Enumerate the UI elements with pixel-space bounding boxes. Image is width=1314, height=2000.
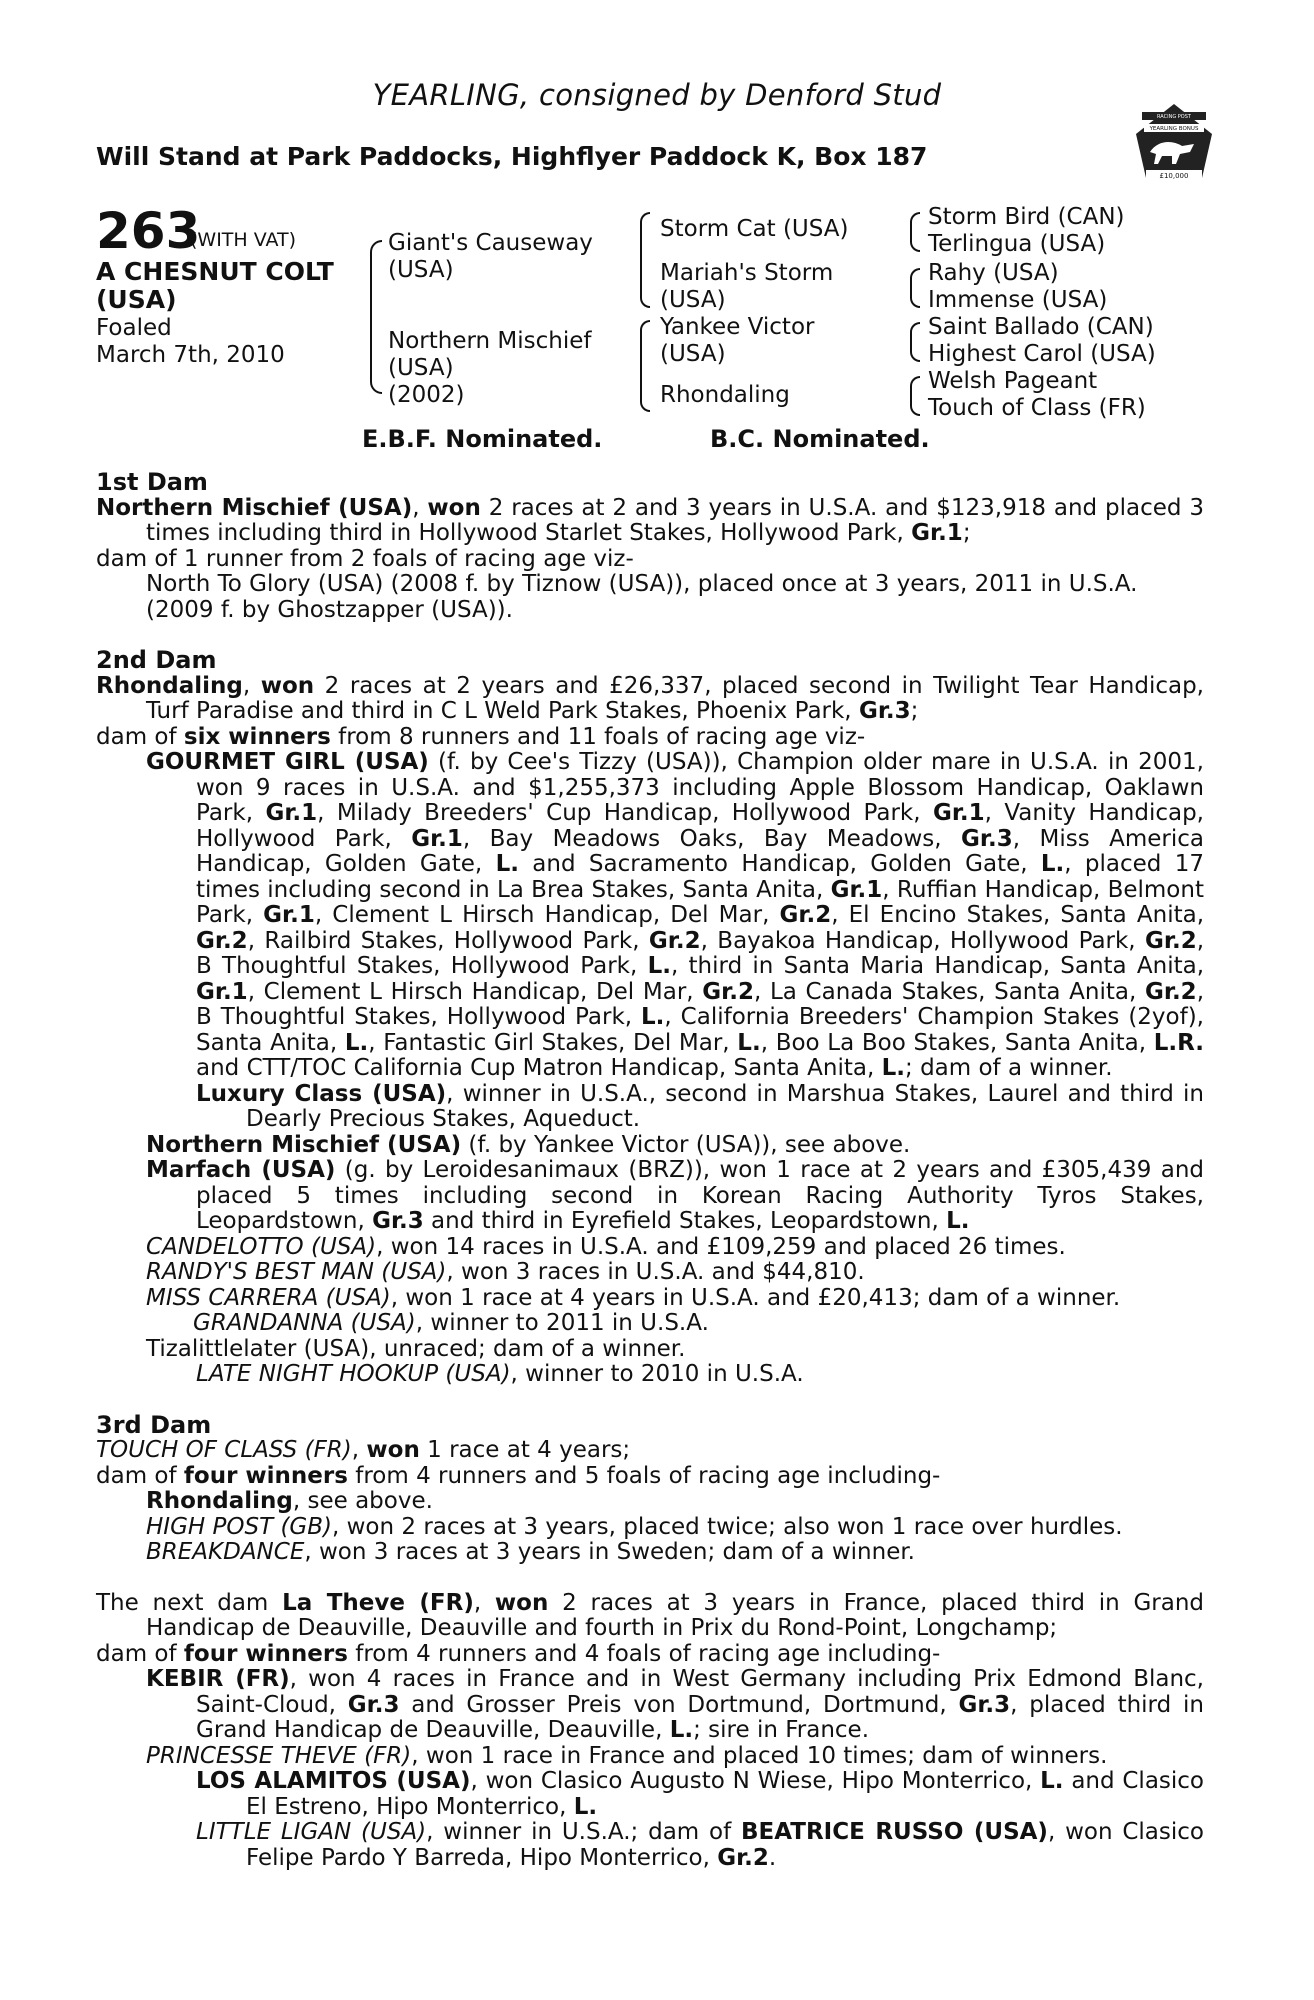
bold-run: L. — [737, 1029, 761, 1056]
bold-run: L. — [1040, 851, 1065, 877]
text-run: , Fantastic Girl Stakes, Del Mar, — [368, 1029, 738, 1056]
bold-run: Gr.1 — [265, 800, 318, 826]
text-run: , — [412, 494, 428, 521]
ped-sire-dam — [660, 260, 833, 314]
text-run: , Clement L Hirsch Handicap, Del Mar, — [314, 902, 780, 928]
bold-run: Gr.1 — [411, 825, 463, 852]
produce-record — [96, 470, 1204, 1871]
bold-run: four winners — [183, 1462, 348, 1489]
second-dam-line — [96, 1082, 1204, 1133]
brace-g4 — [910, 376, 920, 416]
italic-run: LITTLE LIGAN (USA) — [196, 1819, 427, 1845]
bold-run: Luxury Class (USA) — [196, 1080, 447, 1107]
bold-run: L. — [344, 1029, 369, 1056]
second-dam-line — [96, 1133, 1204, 1159]
text-run: , Ruffian Handicap, Belmont Park, — [196, 876, 1204, 928]
foaled-info — [96, 315, 285, 369]
brace-sire-line — [640, 212, 650, 308]
text-run: , won 2 races at 3 years, placed twice; also won 1 race over hurdles. — [332, 1513, 1123, 1540]
bold-run: BEATRICE RUSSO (USA) — [741, 1819, 1048, 1845]
text-run: , won Clasico Felipe Pardo Y Barreda, Hipo Monterrico, — [246, 1819, 1204, 1871]
ped-dam-line-2: (USA) — [388, 355, 454, 381]
text-run: , — [473, 1589, 495, 1616]
text-run: , — [242, 672, 261, 699]
bold-run: Gr.2 — [717, 1844, 769, 1871]
text-run: , third in Santa Maria Handicap, Santa Anita, — [670, 953, 1205, 979]
ped-dam-line-3: (2002) — [388, 382, 465, 408]
text-run: 2 races at 2 years and £26,337, placed second in Twilight Tear Handicap, Turf Paradise and third in C L Weld Park Stakes, Phoenix Park, — [146, 672, 1204, 724]
ped-sire-dam-line-1: Mariah's Storm — [660, 260, 834, 286]
text-run: , B Thoughtful Stakes, Hollywood Park, — [196, 927, 1205, 979]
text-run: ; dam of a winner. — [905, 1055, 1113, 1081]
second-dam-line — [96, 725, 1204, 751]
bold-run: Rhondaling — [96, 672, 243, 699]
bold-run: Gr.1 — [830, 876, 883, 903]
italic-run: PRINCESSE THEVE (FR) — [146, 1742, 412, 1769]
ped-dam-sire-line-1: Yankee Victor — [660, 314, 815, 340]
bold-run: L. — [946, 1208, 970, 1234]
next-dam-line — [96, 1769, 1204, 1820]
text-run: , California Breeders' Champion Stakes (2yof), Santa Anita, — [196, 1004, 1204, 1056]
vat-note: (WITH VAT) — [190, 229, 297, 251]
text-run: , won 1 race at 4 years in U.S.A. and £20,413; dam of a winner. — [390, 1284, 1121, 1311]
badge-line-3: £10,000 — [1159, 172, 1189, 180]
italic-run: GRANDANNA (USA) — [193, 1310, 416, 1336]
ped-dam-sire-line-2: (USA) — [660, 341, 726, 367]
text-run: , Clement L Hirsch Handicap, Del Mar, — [247, 978, 703, 1005]
text-run: , Railbird Stakes, Hollywood Park, — [247, 927, 649, 954]
bc-nominated: B.C. Nominated. — [710, 425, 930, 453]
second-dam-line — [96, 674, 1204, 725]
bold-run: six winners — [183, 723, 331, 750]
bold-run: Gr.3 — [961, 825, 1013, 852]
text-run: , placed third in Grand Handicap de Deauville, Deauville, — [196, 1691, 1204, 1743]
bold-run: L.R. — [1153, 1029, 1204, 1056]
bold-run: Gr.2 — [702, 978, 754, 1005]
text-run: , won 1 race in France and placed 10 times; dam of winners. — [411, 1742, 1108, 1769]
text-run: North To Glory (USA) (2008 f. by Tiznow (USA)), placed once at 3 years, 2011 in U.S.A. — [146, 571, 1138, 597]
text-run: , Miss America Handicap, Golden Gate, — [196, 825, 1204, 877]
text-run: , La Canada Stakes, Santa Anita, — [753, 978, 1145, 1005]
text-run: , B Thoughtful Stakes, Hollywood Park, — [196, 978, 1204, 1030]
bold-run: GOURMET GIRL (USA) — [146, 749, 429, 775]
bold-run: won — [260, 672, 315, 699]
text-run: , won 4 races in France and in West Germany including Prix Edmond Blanc, Saint-Cloud, — [196, 1666, 1204, 1718]
bold-run: Rhondaling — [146, 1488, 293, 1514]
badge-line-1: RACING POST — [1157, 114, 1191, 120]
text-run: , winner to 2011 in U.S.A. — [415, 1310, 709, 1336]
italic-run: BREAKDANCE — [146, 1539, 305, 1565]
lot-name-line-1: A CHESNUT COLT — [96, 257, 334, 286]
ped-g5: Saint Ballado (CAN) — [928, 314, 1154, 340]
text-run: ; — [910, 698, 919, 724]
text-run: , Bayakoa Handicap, Hollywood Park, — [700, 927, 1146, 954]
badge-line-2: YEARLING BONUS — [1149, 126, 1199, 132]
text-run: and Sacramento Handicap, Golden Gate, — [518, 851, 1041, 877]
first-dam-heading: 1st Dam — [96, 468, 208, 496]
text-run: (g. by Leroidesanimaux (BRZ)), won 1 race at 2 years and £305,439 and placed 5 times including second in Korean Racing Authority Tyros Stakes, Leopardstown, — [196, 1157, 1205, 1234]
bold-run: Gr.2 — [648, 927, 701, 954]
text-run: , Boo La Boo Stakes, Santa Anita, — [760, 1029, 1154, 1056]
brace-dam-line — [640, 320, 650, 412]
second-dam-heading: 2nd Dam — [96, 646, 217, 674]
text-run: , Vanity Handicap, Hollywood Park, — [196, 800, 1204, 852]
brace-g2 — [910, 268, 920, 308]
bold-run: Gr.2 — [1145, 927, 1197, 954]
text-run: ; sire in France. — [693, 1717, 870, 1743]
text-run: 2 races at 2 and 3 years in U.S.A. and $123,918 and placed 3 times including third in Hollywood Starlet Stakes, Hollywood Park, — [146, 494, 1204, 546]
foaled-date: March 7th, 2010 — [96, 342, 285, 368]
brace-parents — [370, 240, 382, 394]
ped-sire — [388, 230, 593, 284]
text-run: 1 race at 4 years; — [419, 1437, 631, 1463]
lot-name-line-2: (USA) — [96, 285, 177, 314]
text-run: dam of — [96, 1640, 184, 1667]
text-run: , winner in U.S.A.; dam of — [426, 1819, 742, 1845]
ped-g8: Touch of Class (FR) — [928, 395, 1146, 421]
foaled-label: Foaled — [96, 315, 172, 341]
bold-run: L. — [641, 1004, 665, 1030]
third-dam-line — [96, 1489, 1204, 1515]
third-dam-line — [96, 1515, 1204, 1541]
brace-g1 — [910, 212, 920, 252]
second-dam-line — [96, 1235, 1204, 1261]
ped-g4: Immense (USA) — [928, 287, 1108, 313]
ped-g2: Terlingua (USA) — [928, 231, 1106, 257]
yearling-bonus-logo — [1132, 100, 1216, 188]
second-dam-line — [96, 1362, 1204, 1388]
text-run: and CTT/TOC California Cup Matron Handicap, Santa Anita, — [196, 1055, 882, 1081]
text-run: and Clasico El Estreno, Hipo Monterrico, — [246, 1768, 1205, 1820]
first-dam-line — [96, 572, 1204, 598]
text-run: and third in Eyrefield Stakes, Leopardstown, — [423, 1208, 947, 1234]
bold-run: Gr.3 — [858, 698, 911, 724]
ped-sire-sire: Storm Cat (USA) — [660, 216, 849, 242]
first-dam-line — [96, 496, 1204, 547]
next-dam-line — [96, 1642, 1204, 1668]
bold-run: LOS ALAMITOS (USA) — [196, 1768, 471, 1794]
text-run: The next dam — [96, 1589, 283, 1616]
bold-run: L. — [1040, 1768, 1064, 1794]
text-run: from 4 runners and 5 foals of racing age including- — [347, 1462, 941, 1489]
text-run: dam of — [96, 1462, 184, 1489]
italic-run: TOUCH OF CLASS (FR) — [96, 1437, 352, 1463]
bold-run: Gr.3 — [372, 1208, 424, 1234]
text-run: , Bay Meadows Oaks, Bay Meadows, — [462, 825, 962, 852]
text-run: 2 races at 3 years in France, placed third in Grand Handicap de Deauville, Deauville and fourth in Prix du Rond-Point, Longchamp; — [146, 1589, 1204, 1641]
ped-g3: Rahy (USA) — [928, 260, 1059, 286]
ped-sire-line-1: Giant's Causeway — [388, 230, 593, 256]
text-run: and Grosser Preis von Dortmund, Dortmund, — [399, 1691, 959, 1718]
text-run: ; — [962, 520, 971, 546]
italic-run: MISS CARRERA (USA) — [146, 1284, 391, 1311]
bold-run: won — [427, 494, 481, 521]
bold-run: L. — [881, 1055, 906, 1081]
text-run: , won 14 races in U.S.A. and £109,259 and placed 26 times. — [376, 1233, 1066, 1260]
ped-dam — [388, 328, 592, 409]
text-run: . — [768, 1844, 777, 1871]
ped-dam-dam: Rhondaling — [660, 382, 790, 408]
second-dam-line — [96, 750, 1204, 1082]
stand-location: Will Stand at Park Paddocks, Highflyer Paddock K, Box 187 — [96, 142, 928, 171]
ebf-nominated: E.B.F. Nominated. — [362, 425, 603, 453]
ped-g7: Welsh Pageant — [928, 368, 1098, 394]
text-run: , won 3 races in U.S.A. and $44,810. — [446, 1259, 865, 1285]
consignment-line: YEARLING, consigned by Denford Stud — [372, 78, 942, 112]
next-dam-line — [96, 1591, 1204, 1642]
first-dam-line — [96, 598, 1204, 624]
bold-run: Marfach (USA) — [146, 1157, 336, 1183]
bold-run: L. — [495, 851, 519, 877]
bold-run: L. — [573, 1793, 598, 1820]
text-run: , winner to 2010 in U.S.A. — [510, 1361, 804, 1387]
bold-run: L. — [647, 953, 671, 979]
bold-run: won — [494, 1589, 549, 1616]
bold-run: Gr.1 — [263, 902, 315, 928]
second-dam-line — [96, 1311, 1204, 1337]
text-run: (f. by Yankee Victor (USA)), see above. — [461, 1131, 911, 1158]
text-run: , El Encino Stakes, Santa Anita, — [831, 902, 1205, 928]
bold-run: Gr.1 — [911, 520, 963, 546]
lot-number: 263 — [96, 202, 201, 260]
bold-run: Gr.1 — [196, 978, 248, 1005]
first-dam-line — [96, 547, 1204, 573]
next-dam-line — [96, 1744, 1204, 1770]
ped-dam-sire — [660, 314, 814, 368]
bold-run: Northern Mischief (USA) — [146, 1131, 462, 1158]
italic-run: CANDELOTTO (USA) — [146, 1233, 377, 1260]
ped-sire-dam-line-2: (USA) — [660, 287, 726, 313]
text-run: , placed 17 times including second in La Brea Stakes, Santa Anita, — [196, 851, 1204, 903]
bold-run: Gr.2 — [1145, 978, 1197, 1005]
ped-sire-line-2: (USA) — [388, 257, 454, 283]
bold-run: L. — [669, 1717, 694, 1743]
text-run: , see above. — [292, 1488, 433, 1514]
third-dam-line — [96, 1540, 1204, 1566]
bold-run: Gr.2 — [196, 927, 248, 954]
text-run: from 8 runners and 11 foals of racing age viz- — [330, 723, 866, 750]
text-run: , — [351, 1437, 367, 1463]
italic-run: RANDY'S BEST MAN (USA) — [146, 1259, 447, 1285]
second-dam-line — [96, 1260, 1204, 1286]
third-dam-line — [96, 1464, 1204, 1490]
text-run: from 4 runners and 4 foals of racing age including- — [347, 1640, 941, 1667]
bold-run: won — [366, 1437, 420, 1463]
text-run: , won Clasico Augusto N Wiese, Hipo Monterrico, — [470, 1768, 1041, 1794]
bold-run: Gr.2 — [779, 902, 832, 928]
third-dam-heading: 3rd Dam — [96, 1410, 212, 1439]
next-dam-line — [96, 1667, 1204, 1744]
second-dam-line — [96, 1158, 1204, 1235]
text-run: dam of — [96, 723, 184, 750]
brace-g3 — [910, 322, 920, 362]
ped-g6: Highest Carol (USA) — [928, 341, 1156, 367]
text-run: (2009 f. by Ghostzapper (USA)). — [146, 596, 513, 623]
italic-run: HIGH POST (GB) — [146, 1513, 332, 1540]
text-run: , winner in U.S.A., second in Marshua Stakes, Laurel and third in Dearly Precious Stakes, Aqueduct. — [246, 1080, 1204, 1132]
bold-run: Gr.3 — [958, 1691, 1011, 1718]
second-dam-line — [96, 1337, 1204, 1363]
ped-g1: Storm Bird (CAN) — [928, 204, 1125, 230]
lot-description — [96, 258, 334, 314]
bold-run: Gr.3 — [347, 1691, 400, 1718]
bold-run: Northern Mischief (USA) — [96, 494, 413, 521]
text-run: Tizalittlelater (USA), unraced; dam of a winner. — [146, 1335, 686, 1362]
bold-run: KEBIR (FR) — [146, 1666, 290, 1692]
bold-run: four winners — [183, 1640, 348, 1667]
bold-run: La Theve (FR) — [282, 1589, 474, 1616]
text-run: , won 3 races at 3 years in Sweden; dam of a winner. — [304, 1539, 915, 1565]
ped-dam-line-1: Northern Mischief — [388, 328, 592, 354]
text-run: (f. by Cee's Tizzy (USA)), Champion older mare in U.S.A. in 2001, won 9 races in U.S.A. and $1,255,373 including Apple Blossom Handicap, Oaklawn Park, — [196, 749, 1204, 826]
bold-run: Gr.1 — [932, 800, 985, 826]
third-dam-line — [96, 1438, 1204, 1464]
italic-run: LATE NIGHT HOOKUP (USA) — [196, 1361, 511, 1387]
text-run: dam of 1 runner from 2 foals of racing age viz- — [96, 545, 634, 572]
next-dam-line — [96, 1820, 1204, 1871]
second-dam-line — [96, 1286, 1204, 1312]
text-run: , Milady Breeders' Cup Handicap, Hollywood Park, — [317, 800, 933, 826]
